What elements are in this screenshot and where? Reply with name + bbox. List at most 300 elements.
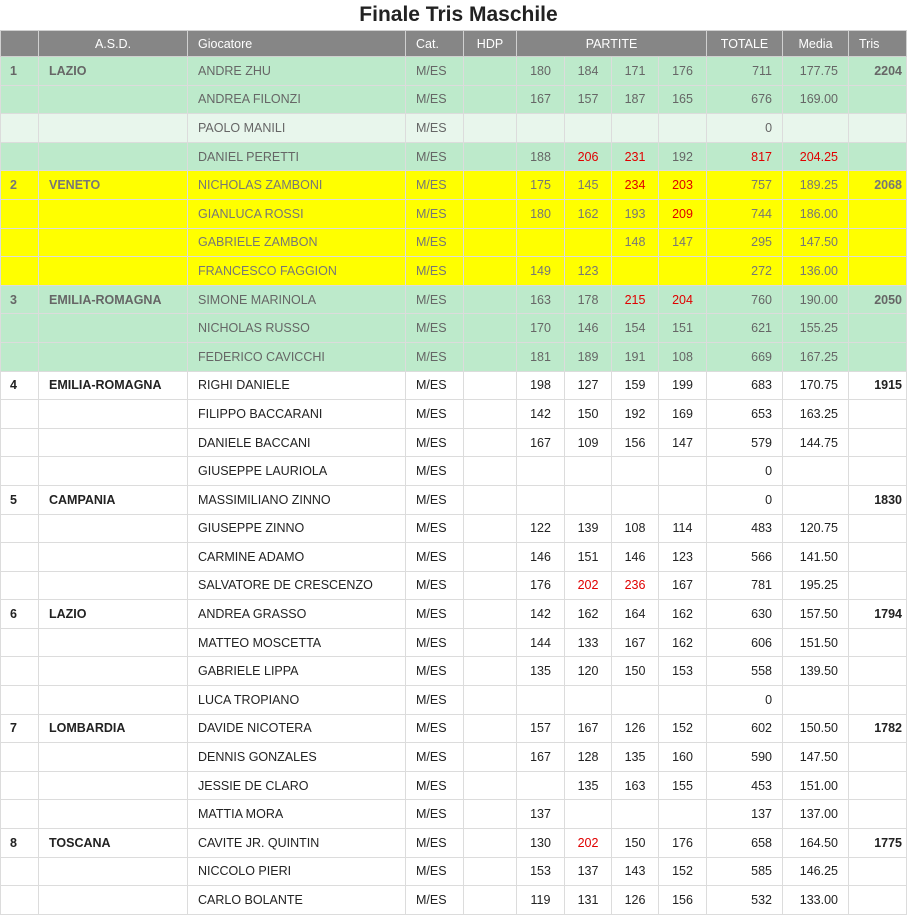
game-score-cell: 189 bbox=[565, 342, 612, 371]
game-score-cell: 203 bbox=[659, 171, 707, 200]
player-cell: MATTIA MORA bbox=[188, 800, 406, 829]
page-title: Finale Tris Maschile bbox=[359, 3, 558, 26]
player-cell: DAVIDE NICOTERA bbox=[188, 714, 406, 743]
average-cell: 146.25 bbox=[783, 857, 849, 886]
position-cell bbox=[1, 571, 39, 600]
position-cell bbox=[1, 342, 39, 371]
table-row bbox=[1, 600, 907, 629]
average-cell: 169.00 bbox=[783, 85, 849, 114]
game-score-cell: 147 bbox=[659, 428, 707, 457]
player-cell: FEDERICO CAVICCHI bbox=[188, 342, 406, 371]
asd-cell bbox=[39, 342, 188, 371]
category-cell: M/ES bbox=[406, 400, 464, 429]
game-score-cell: 147 bbox=[659, 228, 707, 257]
game-score-cell: 114 bbox=[659, 514, 707, 543]
game-score-cell: 164 bbox=[612, 600, 659, 629]
game-score-cell: 187 bbox=[612, 85, 659, 114]
position-cell bbox=[1, 771, 39, 800]
game-score-cell bbox=[659, 257, 707, 286]
hdp-cell bbox=[464, 285, 517, 314]
player-cell: CARMINE ADAMO bbox=[188, 543, 406, 572]
table-row bbox=[1, 771, 907, 800]
game-score-cell: 167 bbox=[517, 428, 565, 457]
table-row bbox=[1, 800, 907, 829]
game-score-cell: 191 bbox=[612, 342, 659, 371]
player-cell: GIUSEPPE ZINNO bbox=[188, 514, 406, 543]
asd-cell bbox=[39, 686, 188, 715]
game-score-cell: 142 bbox=[517, 400, 565, 429]
game-score-cell: 181 bbox=[517, 342, 565, 371]
tris-total-cell bbox=[849, 400, 907, 429]
average-cell: 195.25 bbox=[783, 571, 849, 600]
tris-total-cell: 1794 bbox=[849, 600, 907, 629]
player-cell: LUCA TROPIANO bbox=[188, 686, 406, 715]
average-cell: 163.25 bbox=[783, 400, 849, 429]
hdp-cell bbox=[464, 342, 517, 371]
asd-cell bbox=[39, 771, 188, 800]
asd-cell bbox=[39, 314, 188, 343]
game-score-cell: 146 bbox=[612, 543, 659, 572]
category-cell: M/ES bbox=[406, 771, 464, 800]
position-cell bbox=[1, 800, 39, 829]
category-cell: M/ES bbox=[406, 686, 464, 715]
category-cell: M/ES bbox=[406, 257, 464, 286]
header-cat[interactable]: Cat. bbox=[406, 31, 464, 57]
position-cell bbox=[1, 257, 39, 286]
table-row bbox=[1, 199, 907, 228]
game-score-cell: 162 bbox=[659, 600, 707, 629]
table-row bbox=[1, 428, 907, 457]
total-cell: 676 bbox=[707, 85, 783, 114]
asd-cell bbox=[39, 400, 188, 429]
category-cell: M/ES bbox=[406, 285, 464, 314]
table-row bbox=[1, 743, 907, 772]
asd-cell bbox=[39, 85, 188, 114]
game-score-cell: 180 bbox=[517, 57, 565, 86]
tris-total-cell bbox=[849, 142, 907, 171]
table-row bbox=[1, 628, 907, 657]
header-asd[interactable]: A.S.D. bbox=[39, 31, 188, 57]
game-score-cell: 127 bbox=[565, 371, 612, 400]
header-media[interactable]: Media bbox=[783, 31, 849, 57]
player-cell: CAVITE JR. QUINTIN bbox=[188, 829, 406, 858]
game-score-cell: 126 bbox=[612, 886, 659, 915]
header-tris[interactable]: Tris bbox=[849, 31, 907, 57]
game-score-cell: 199 bbox=[659, 371, 707, 400]
game-score-cell: 236 bbox=[612, 571, 659, 600]
player-cell: GABRIELE ZAMBON bbox=[188, 228, 406, 257]
game-score-cell: 234 bbox=[612, 171, 659, 200]
hdp-cell bbox=[464, 228, 517, 257]
average-cell bbox=[783, 686, 849, 715]
hdp-cell bbox=[464, 114, 517, 143]
tris-total-cell: 2068 bbox=[849, 171, 907, 200]
position-cell: 4 bbox=[1, 371, 39, 400]
hdp-cell bbox=[464, 600, 517, 629]
game-score-cell: 128 bbox=[565, 743, 612, 772]
asd-cell: LAZIO bbox=[39, 57, 188, 86]
game-score-cell bbox=[517, 771, 565, 800]
position-cell: 3 bbox=[1, 285, 39, 314]
total-cell: 590 bbox=[707, 743, 783, 772]
total-cell: 579 bbox=[707, 428, 783, 457]
category-cell: M/ES bbox=[406, 85, 464, 114]
tris-total-cell bbox=[849, 228, 907, 257]
average-cell: 136.00 bbox=[783, 257, 849, 286]
game-score-cell bbox=[659, 800, 707, 829]
category-cell: M/ES bbox=[406, 428, 464, 457]
game-score-cell: 162 bbox=[659, 628, 707, 657]
average-cell: 147.50 bbox=[783, 743, 849, 772]
position-cell bbox=[1, 514, 39, 543]
game-score-cell: 119 bbox=[517, 886, 565, 915]
game-score-cell: 146 bbox=[565, 314, 612, 343]
table-row bbox=[1, 371, 907, 400]
game-score-cell: 176 bbox=[517, 571, 565, 600]
position-cell: 6 bbox=[1, 600, 39, 629]
average-cell: 167.25 bbox=[783, 342, 849, 371]
game-score-cell: 120 bbox=[565, 657, 612, 686]
hdp-cell bbox=[464, 400, 517, 429]
average-cell: 139.50 bbox=[783, 657, 849, 686]
table-row bbox=[1, 171, 907, 200]
game-score-cell: 156 bbox=[659, 886, 707, 915]
average-cell: 137.00 bbox=[783, 800, 849, 829]
player-cell: SIMONE MARINOLA bbox=[188, 285, 406, 314]
total-cell: 0 bbox=[707, 457, 783, 486]
category-cell: M/ES bbox=[406, 314, 464, 343]
category-cell: M/ES bbox=[406, 714, 464, 743]
hdp-cell bbox=[464, 457, 517, 486]
asd-cell bbox=[39, 571, 188, 600]
tris-total-cell bbox=[849, 114, 907, 143]
player-cell: GIANLUCA ROSSI bbox=[188, 199, 406, 228]
game-score-cell: 165 bbox=[659, 85, 707, 114]
hdp-cell bbox=[464, 371, 517, 400]
position-cell: 7 bbox=[1, 714, 39, 743]
average-cell bbox=[783, 114, 849, 143]
game-score-cell: 167 bbox=[517, 85, 565, 114]
category-cell: M/ES bbox=[406, 485, 464, 514]
average-cell: 144.75 bbox=[783, 428, 849, 457]
category-cell: M/ES bbox=[406, 228, 464, 257]
tris-total-cell bbox=[849, 771, 907, 800]
game-score-cell: 123 bbox=[565, 257, 612, 286]
total-cell: 0 bbox=[707, 686, 783, 715]
hdp-cell bbox=[464, 428, 517, 457]
average-cell: 150.50 bbox=[783, 714, 849, 743]
game-score-cell: 202 bbox=[565, 571, 612, 600]
total-cell: 621 bbox=[707, 314, 783, 343]
category-cell: M/ES bbox=[406, 800, 464, 829]
position-cell: 8 bbox=[1, 829, 39, 858]
average-cell: 204.25 bbox=[783, 142, 849, 171]
header-player[interactable]: Giocatore bbox=[188, 31, 406, 57]
game-score-cell: 135 bbox=[565, 771, 612, 800]
total-cell: 532 bbox=[707, 886, 783, 915]
table-row bbox=[1, 114, 907, 143]
table-row bbox=[1, 829, 907, 858]
game-score-cell: 167 bbox=[517, 743, 565, 772]
table-row bbox=[1, 571, 907, 600]
game-score-cell: 122 bbox=[517, 514, 565, 543]
game-score-cell: 142 bbox=[517, 600, 565, 629]
game-score-cell: 150 bbox=[612, 829, 659, 858]
asd-cell: CAMPANIA bbox=[39, 485, 188, 514]
table-row bbox=[1, 285, 907, 314]
game-score-cell: 137 bbox=[565, 857, 612, 886]
category-cell: M/ES bbox=[406, 743, 464, 772]
hdp-cell bbox=[464, 257, 517, 286]
player-cell: NICHOLAS RUSSO bbox=[188, 314, 406, 343]
header-hdp[interactable]: HDP bbox=[464, 31, 517, 57]
total-cell: 653 bbox=[707, 400, 783, 429]
player-cell: ANDREA FILONZI bbox=[188, 85, 406, 114]
table-row bbox=[1, 228, 907, 257]
game-score-cell bbox=[565, 485, 612, 514]
game-score-cell: 192 bbox=[612, 400, 659, 429]
category-cell: M/ES bbox=[406, 857, 464, 886]
total-cell: 683 bbox=[707, 371, 783, 400]
game-score-cell: 188 bbox=[517, 142, 565, 171]
hdp-cell bbox=[464, 714, 517, 743]
hdp-cell bbox=[464, 199, 517, 228]
tris-total-cell bbox=[849, 543, 907, 572]
average-cell: 141.50 bbox=[783, 543, 849, 572]
category-cell: M/ES bbox=[406, 829, 464, 858]
table-row bbox=[1, 543, 907, 572]
tris-total-cell bbox=[849, 314, 907, 343]
results-table bbox=[0, 30, 907, 915]
game-score-cell: 198 bbox=[517, 371, 565, 400]
player-cell: ANDRE ZHU bbox=[188, 57, 406, 86]
game-score-cell bbox=[565, 457, 612, 486]
player-cell: DENNIS GONZALES bbox=[188, 743, 406, 772]
hdp-cell bbox=[464, 171, 517, 200]
total-cell: 781 bbox=[707, 571, 783, 600]
game-score-cell bbox=[565, 228, 612, 257]
game-score-cell: 126 bbox=[612, 714, 659, 743]
total-cell: 585 bbox=[707, 857, 783, 886]
table-row bbox=[1, 314, 907, 343]
category-cell: M/ES bbox=[406, 514, 464, 543]
position-cell bbox=[1, 199, 39, 228]
game-score-cell: 131 bbox=[565, 886, 612, 915]
game-score-cell: 204 bbox=[659, 285, 707, 314]
asd-cell bbox=[39, 114, 188, 143]
game-score-cell: 148 bbox=[612, 228, 659, 257]
player-cell: NICCOLO PIERI bbox=[188, 857, 406, 886]
table-row bbox=[1, 514, 907, 543]
asd-cell bbox=[39, 228, 188, 257]
position-cell bbox=[1, 428, 39, 457]
game-score-cell: 135 bbox=[517, 657, 565, 686]
average-cell: 120.75 bbox=[783, 514, 849, 543]
game-score-cell: 150 bbox=[565, 400, 612, 429]
position-cell bbox=[1, 142, 39, 171]
table-row bbox=[1, 457, 907, 486]
game-score-cell: 162 bbox=[565, 600, 612, 629]
position-cell bbox=[1, 743, 39, 772]
game-score-cell: 133 bbox=[565, 628, 612, 657]
tris-total-cell bbox=[849, 85, 907, 114]
tris-total-cell bbox=[849, 514, 907, 543]
total-cell: 757 bbox=[707, 171, 783, 200]
asd-cell bbox=[39, 199, 188, 228]
game-score-cell: 130 bbox=[517, 829, 565, 858]
category-cell: M/ES bbox=[406, 371, 464, 400]
average-cell: 151.00 bbox=[783, 771, 849, 800]
category-cell: M/ES bbox=[406, 628, 464, 657]
game-score-cell bbox=[565, 114, 612, 143]
game-score-cell: 153 bbox=[517, 857, 565, 886]
total-cell: 137 bbox=[707, 800, 783, 829]
game-score-cell: 159 bbox=[612, 371, 659, 400]
table-row bbox=[1, 686, 907, 715]
table-row bbox=[1, 485, 907, 514]
hdp-cell bbox=[464, 686, 517, 715]
average-cell: 177.75 bbox=[783, 57, 849, 86]
game-score-cell bbox=[517, 686, 565, 715]
total-cell: 669 bbox=[707, 342, 783, 371]
asd-cell bbox=[39, 257, 188, 286]
total-cell: 272 bbox=[707, 257, 783, 286]
asd-cell bbox=[39, 743, 188, 772]
tris-total-cell bbox=[849, 743, 907, 772]
hdp-cell bbox=[464, 800, 517, 829]
game-score-cell: 176 bbox=[659, 57, 707, 86]
total-cell: 630 bbox=[707, 600, 783, 629]
total-cell: 566 bbox=[707, 543, 783, 572]
game-score-cell: 169 bbox=[659, 400, 707, 429]
average-cell: 164.50 bbox=[783, 829, 849, 858]
asd-cell bbox=[39, 457, 188, 486]
game-score-cell: 150 bbox=[612, 657, 659, 686]
game-score-cell: 123 bbox=[659, 543, 707, 572]
average-cell: 147.50 bbox=[783, 228, 849, 257]
game-score-cell bbox=[517, 228, 565, 257]
game-score-cell: 215 bbox=[612, 285, 659, 314]
hdp-cell bbox=[464, 85, 517, 114]
game-score-cell bbox=[612, 257, 659, 286]
game-score-cell: 160 bbox=[659, 743, 707, 772]
game-score-cell bbox=[612, 485, 659, 514]
total-cell: 711 bbox=[707, 57, 783, 86]
game-score-cell: 202 bbox=[565, 829, 612, 858]
player-cell: GIUSEPPE LAURIOLA bbox=[188, 457, 406, 486]
game-score-cell: 108 bbox=[612, 514, 659, 543]
player-cell: MASSIMILIANO ZINNO bbox=[188, 485, 406, 514]
asd-cell bbox=[39, 514, 188, 543]
header-totale[interactable]: TOTALE bbox=[707, 31, 783, 57]
position-cell bbox=[1, 628, 39, 657]
hdp-cell bbox=[464, 771, 517, 800]
game-score-cell: 152 bbox=[659, 714, 707, 743]
player-cell: JESSIE DE CLARO bbox=[188, 771, 406, 800]
position-cell bbox=[1, 657, 39, 686]
game-score-cell: 175 bbox=[517, 171, 565, 200]
hdp-cell bbox=[464, 485, 517, 514]
game-score-cell bbox=[565, 686, 612, 715]
tris-total-cell bbox=[849, 686, 907, 715]
category-cell: M/ES bbox=[406, 199, 464, 228]
tris-total-cell: 1775 bbox=[849, 829, 907, 858]
table-row bbox=[1, 886, 907, 915]
game-score-cell: 139 bbox=[565, 514, 612, 543]
game-score-cell: 162 bbox=[565, 199, 612, 228]
position-cell bbox=[1, 314, 39, 343]
hdp-cell bbox=[464, 657, 517, 686]
position-cell: 2 bbox=[1, 171, 39, 200]
tris-total-cell bbox=[849, 257, 907, 286]
category-cell: M/ES bbox=[406, 457, 464, 486]
position-cell: 1 bbox=[1, 57, 39, 86]
total-cell: 602 bbox=[707, 714, 783, 743]
player-cell: DANIEL PERETTI bbox=[188, 142, 406, 171]
player-cell: GABRIELE LIPPA bbox=[188, 657, 406, 686]
total-cell: 0 bbox=[707, 485, 783, 514]
average-cell: 186.00 bbox=[783, 199, 849, 228]
hdp-cell bbox=[464, 571, 517, 600]
asd-cell: TOSCANA bbox=[39, 829, 188, 858]
total-cell: 606 bbox=[707, 628, 783, 657]
game-score-cell: 109 bbox=[565, 428, 612, 457]
header-pos bbox=[1, 31, 39, 57]
tris-total-cell: 1830 bbox=[849, 485, 907, 514]
category-cell: M/ES bbox=[406, 114, 464, 143]
total-cell: 0 bbox=[707, 114, 783, 143]
game-score-cell: 193 bbox=[612, 199, 659, 228]
game-score-cell bbox=[517, 457, 565, 486]
game-score-cell: 167 bbox=[659, 571, 707, 600]
game-score-cell: 206 bbox=[565, 142, 612, 171]
game-score-cell bbox=[612, 114, 659, 143]
asd-cell bbox=[39, 142, 188, 171]
average-cell: 155.25 bbox=[783, 314, 849, 343]
asd-cell: EMILIA-ROMAGNA bbox=[39, 285, 188, 314]
header-partite[interactable]: PARTITE bbox=[517, 31, 707, 57]
game-score-cell: 149 bbox=[517, 257, 565, 286]
position-cell bbox=[1, 886, 39, 915]
table-row bbox=[1, 400, 907, 429]
player-cell: RIGHI DANIELE bbox=[188, 371, 406, 400]
category-cell: M/ES bbox=[406, 600, 464, 629]
game-score-cell: 167 bbox=[612, 628, 659, 657]
tris-total-cell: 2204 bbox=[849, 57, 907, 86]
asd-cell bbox=[39, 857, 188, 886]
player-cell: ANDREA GRASSO bbox=[188, 600, 406, 629]
category-cell: M/ES bbox=[406, 657, 464, 686]
position-cell bbox=[1, 228, 39, 257]
hdp-cell bbox=[464, 857, 517, 886]
table-row bbox=[1, 857, 907, 886]
asd-cell: VENETO bbox=[39, 171, 188, 200]
player-cell: MATTEO MOSCETTA bbox=[188, 628, 406, 657]
asd-cell bbox=[39, 657, 188, 686]
game-score-cell bbox=[659, 686, 707, 715]
player-cell: PAOLO MANILI bbox=[188, 114, 406, 143]
category-cell: M/ES bbox=[406, 571, 464, 600]
asd-cell bbox=[39, 628, 188, 657]
category-cell: M/ES bbox=[406, 543, 464, 572]
total-cell: 658 bbox=[707, 829, 783, 858]
tris-total-cell bbox=[849, 657, 907, 686]
game-score-cell: 192 bbox=[659, 142, 707, 171]
average-cell: 151.50 bbox=[783, 628, 849, 657]
hdp-cell bbox=[464, 628, 517, 657]
game-score-cell: 152 bbox=[659, 857, 707, 886]
hdp-cell bbox=[464, 57, 517, 86]
